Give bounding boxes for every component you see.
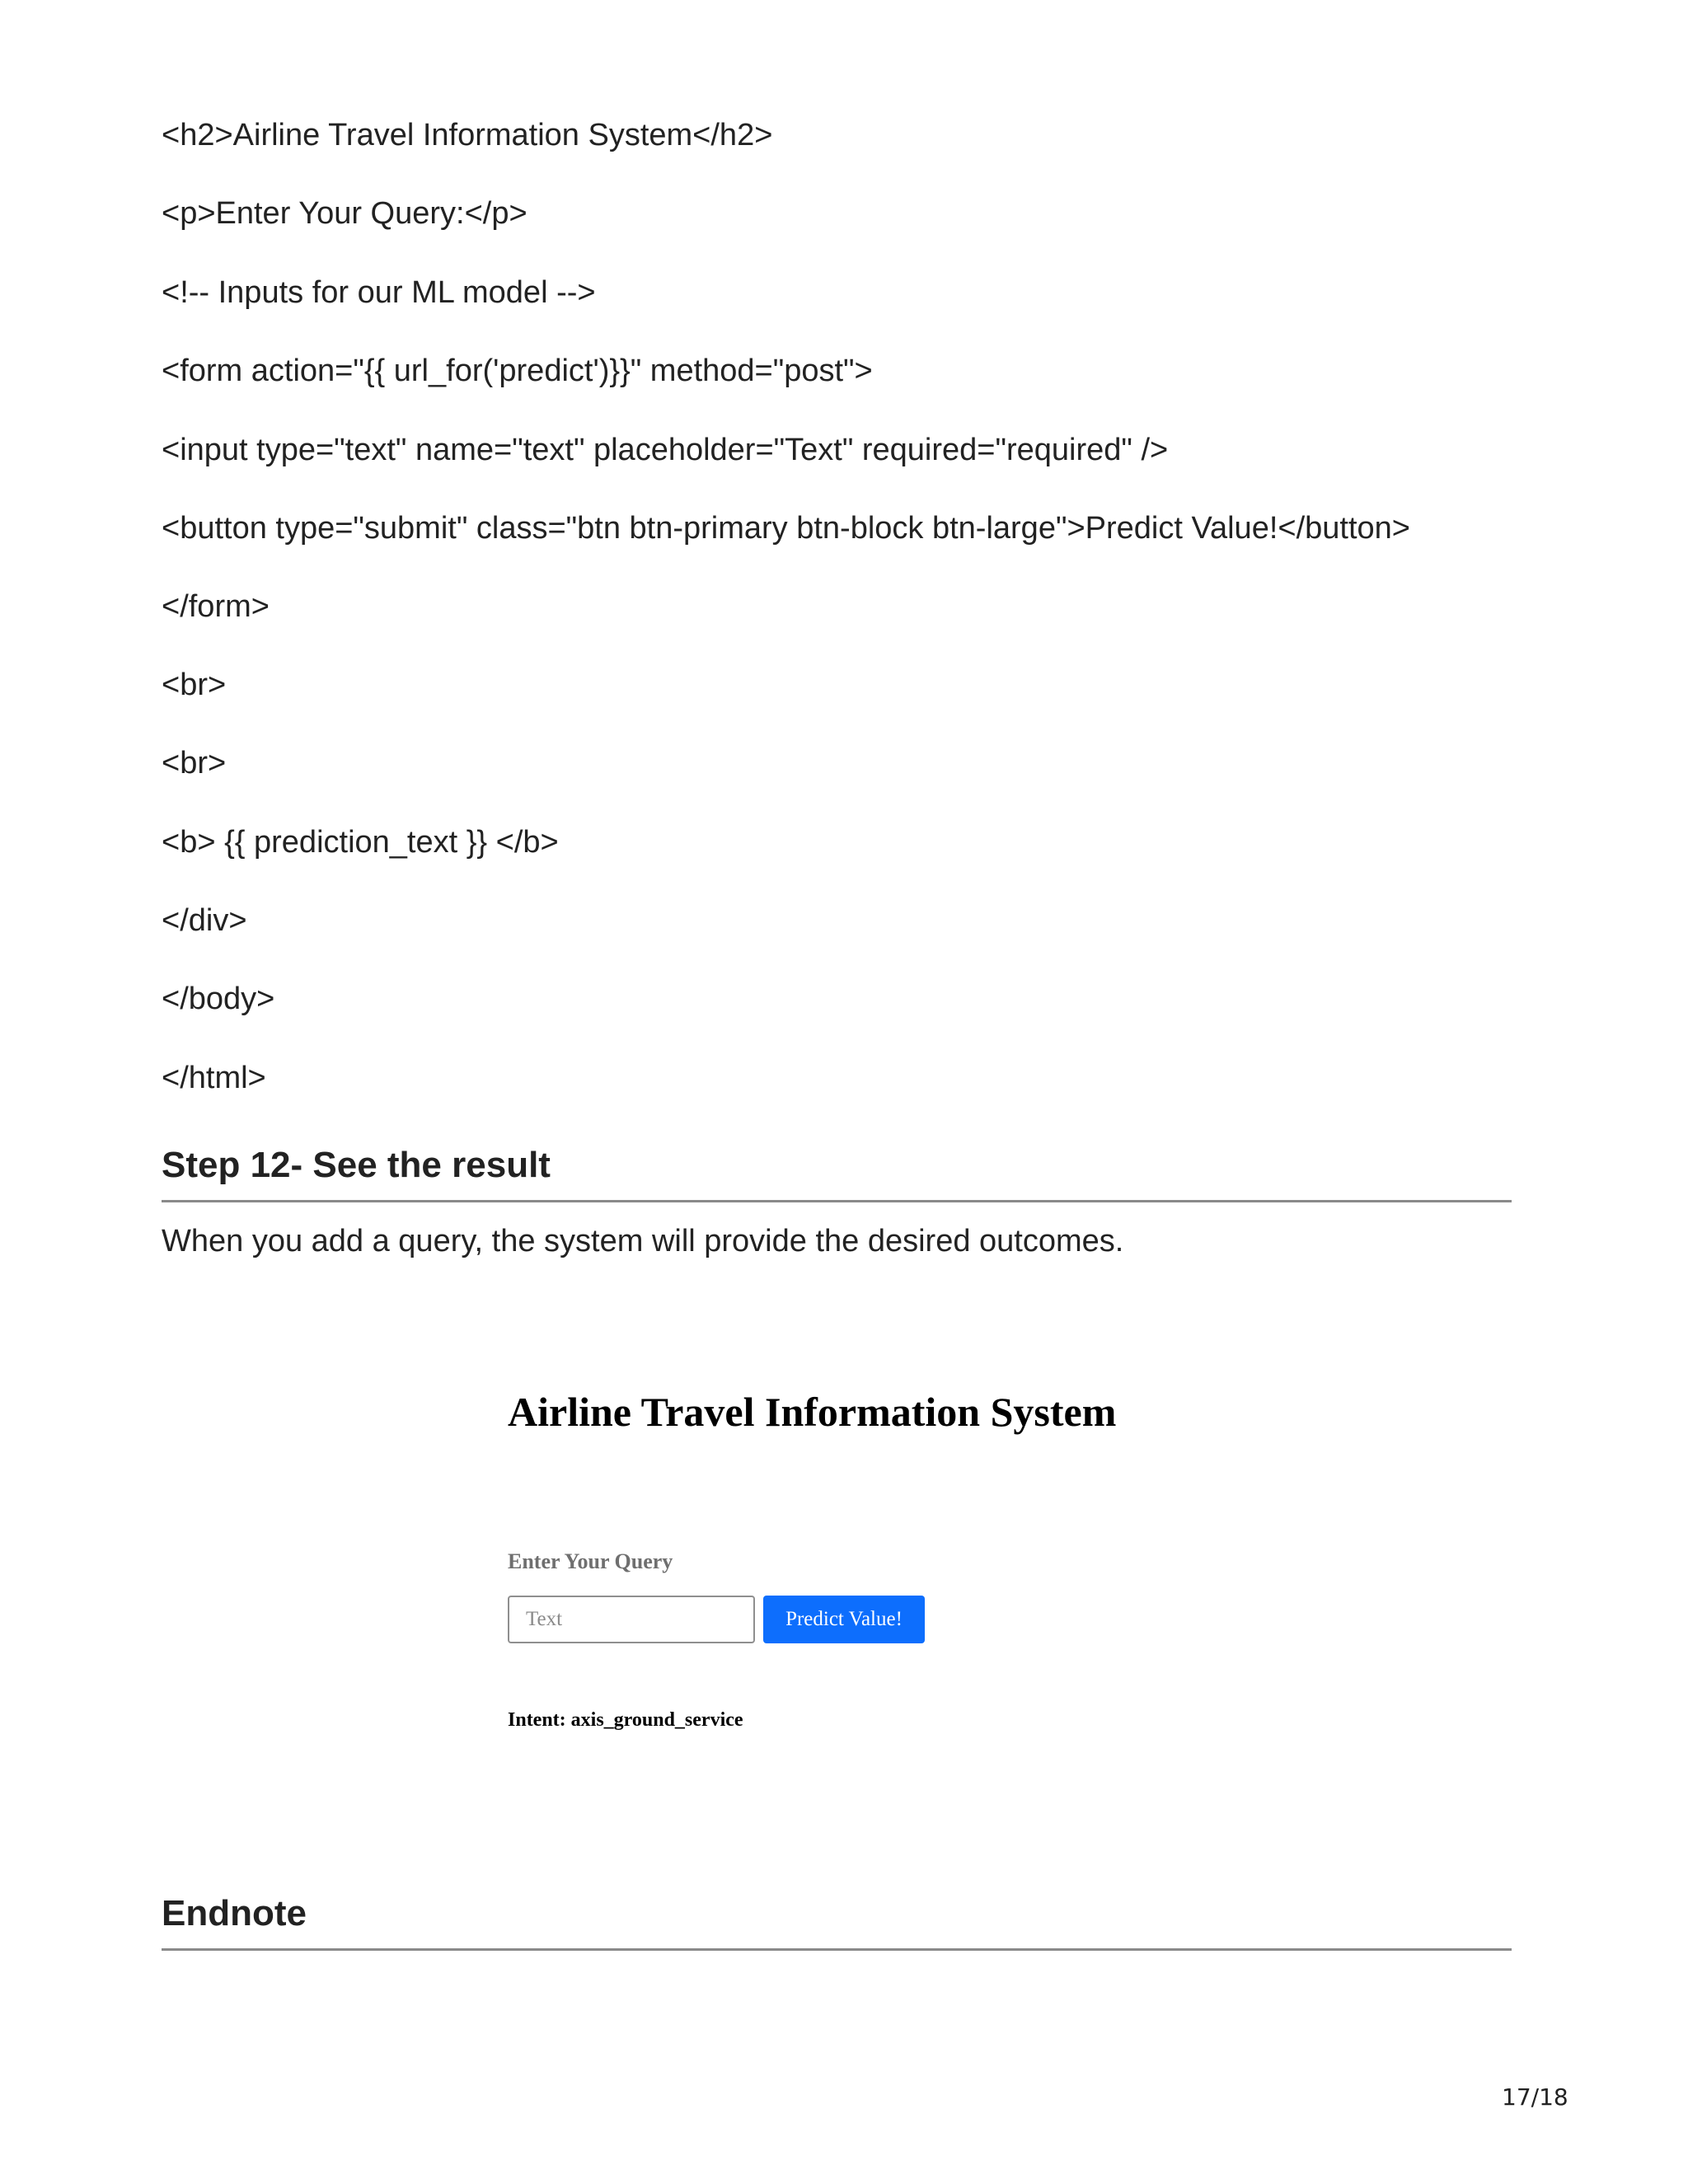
code-line-body-close: </body>	[162, 982, 275, 1016]
code-line-p: <p>Enter Your Query:</p>	[162, 196, 528, 231]
step-12-divider	[162, 1200, 1512, 1202]
code-line-button: <button type="submit" class="btn btn-primary btn-block btn-large">Predict Value!</button>	[162, 511, 1410, 546]
code-line-comment: <!-- Inputs for our ML model -->	[162, 275, 596, 310]
code-line-h2: <h2>Airline Travel Information System</h2>	[162, 118, 773, 152]
code-line-br-1: <br>	[162, 668, 227, 702]
step-12-heading: Step 12- See the result	[162, 1145, 551, 1185]
app-screenshot	[495, 1368, 1236, 1764]
code-line-br-2: <br>	[162, 746, 227, 780]
query-input[interactable]	[508, 1596, 755, 1643]
predict-value-button[interactable]: Predict Value!	[763, 1596, 925, 1643]
query-label: Enter Your Query	[508, 1549, 673, 1573]
endnote-heading: Endnote	[162, 1893, 307, 1933]
code-line-div-close: </div>	[162, 903, 247, 938]
code-line-form-open: <form action="{{ url_for('predict')}}" method="post">	[162, 354, 873, 388]
app-title: Airline Travel Information System	[508, 1389, 1117, 1435]
prediction-result: Intent: axis_ground_service	[508, 1709, 743, 1731]
code-line-html-close: </html>	[162, 1061, 266, 1095]
code-line-input: <input type="text" name="text" placeholder="Text" required="required" />	[162, 433, 1169, 467]
page-number: 17/18	[1502, 2083, 1568, 2111]
step-12-text: When you add a query, the system will provide the desired outcomes.	[162, 1224, 1124, 1258]
endnote-divider	[162, 1948, 1512, 1951]
code-line-form-close: </form>	[162, 589, 270, 624]
code-line-prediction: <b> {{ prediction_text }} </b>	[162, 825, 559, 860]
